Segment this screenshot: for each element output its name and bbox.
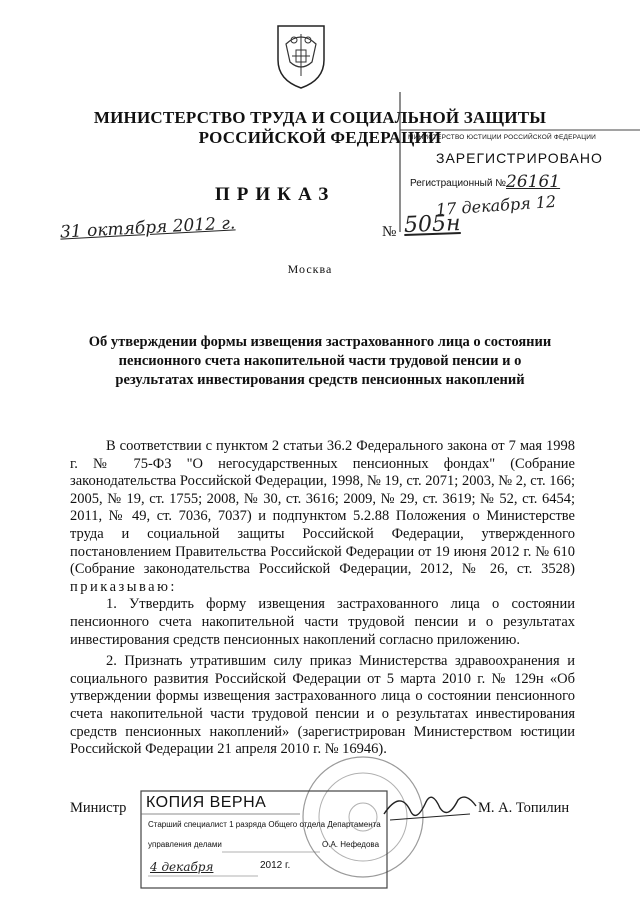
- order-phrase: приказываю:: [70, 578, 177, 595]
- preamble-text: В соответствии с пунктом 2 статьи 36.2 Федерального закона от 7 мая 1998 г. № 75-ФЗ "О негосударственных пенсионных фондах" (Собрание законодательства Российской Федерации, 1998, № 19, ст. 2071; 2003, № 2, ст. 166; 2005, № 19, ст. 1755; 2008, № 30, ст. 3616; 2009, № 29, ст. 3619; № 52, ст. 6454; 2011, № 49, ст. 7036, 7037) и подпунктом 5.2.88 Положения о Министерстве труда и социальной защиты Российской Федерации, утвержденного постановлением Правительства Российской Федерации от 19 июня 2012 г. № 610 (Собрание законодательства Российской Федерации, 2012, № 26, ст. 3528): [70, 438, 575, 578]
- copy-stamp-date: 4 декабря: [150, 860, 214, 874]
- copy-stamp-year: 2012 г.: [260, 860, 291, 871]
- preamble-paragraph: [70, 438, 575, 596]
- order-heading: ПРИКАЗ: [215, 184, 336, 205]
- copy-certified-stamp: [140, 790, 390, 890]
- copy-stamp-department: управления делами: [148, 840, 222, 849]
- ministry-line2: РОССИЙСКОЙ ФЕДЕРАЦИИ: [198, 128, 442, 147]
- title-line3: результатах инвестирования средств пенсионных накоплений: [115, 372, 525, 388]
- ministry-line1: МИНИСТЕРСТВО ТРУДА И СОЦИАЛЬНОЙ ЗАЩИТЫ: [93, 108, 547, 127]
- title-line1: Об утверждении формы извещения застрахованного лица о состоянии: [88, 334, 552, 350]
- copy-stamp-signer: О.А. Нефедова: [322, 840, 380, 849]
- order-number-label: №: [382, 224, 397, 240]
- order-date: 31 октября 2012 г.: [59, 213, 236, 243]
- item-1: 1. Утвердить форму извещения застрахованного лица о состоянии пенсионного счета накопительной части трудовой пенсии и о результатах инвестирования средств пенсионных накоплений согласно приложению.: [70, 596, 575, 648]
- minister-signature: [380, 784, 480, 830]
- registration-number-label: Регистрационный №: [410, 178, 506, 189]
- registration-title: ЗАРЕГИСТРИРОВАНО: [436, 150, 603, 166]
- registration-ministry: МИНИСТЕРСТВО ЮСТИЦИИ РОССИЙСКОЙ ФЕДЕРАЦИИ: [408, 134, 597, 141]
- minister-position: Министр: [70, 800, 127, 816]
- minister-name: М. А. Топилин: [478, 800, 570, 816]
- order-number: 505н: [403, 211, 461, 238]
- coat-of-arms-emblem: [272, 20, 330, 90]
- registration-date: 17 декабря 12: [435, 191, 557, 220]
- item-2: 2. Признать утратившим силу приказ Министерства здравоохранения и социального развития Российской Федерации от 5 марта 2010 г. № 129н «Об утверждении формы извещения застрахованного лица о состоянии пенсионного счета накопительной части трудовой пенсии и о результатах инвестирования средств пенсионных накоплений» (зарегистрирован Министерством юстиции Российской Федерации 21 апреля 2010 г. № 16946).: [70, 653, 575, 758]
- registration-number: 26161: [506, 172, 561, 192]
- city: Москва: [287, 262, 333, 276]
- document-title: [70, 333, 570, 390]
- copy-stamp-position: Старший специалист 1 разряда Общего отдела Департамента: [148, 820, 381, 829]
- document-body: [70, 438, 575, 759]
- copy-stamp-title: КОПИЯ ВЕРНА: [146, 794, 267, 811]
- title-line2: пенсионного счета накопительной части трудовой пенсии и о: [118, 353, 522, 369]
